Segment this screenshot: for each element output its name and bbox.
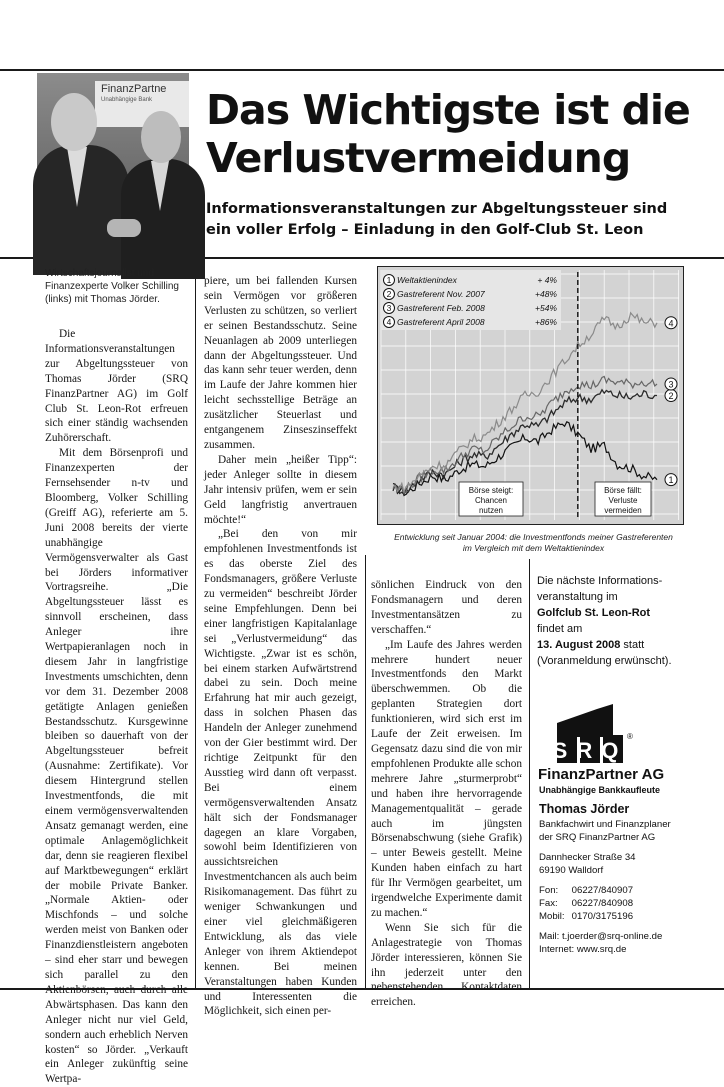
header-photo [37,73,189,259]
series-marker-number-2: 2 [668,390,674,401]
series-marker-number-1: 1 [668,475,674,486]
subheadline-line-2: ein voller Erfolg – Einladung in den Golf-Club St. Leon [206,222,644,238]
logo-registered-mark: ® [627,732,633,741]
legend-number: 4 [386,317,392,328]
annotation-left [459,482,523,516]
article-column-3 [371,578,522,1010]
paragraph: „Bei den von mir empfohlenen Investmentfonds ist es das oberste Ziel des Fondsmanagers, größere Verluste zu vermeiden“ beschreibt Jörder seine Empfehlungen. Denn bei einer langfristigen Kapitalanlage sei „Verlustvermeidung“ das Wichtigste. „Zwar ist es schön, bei einem starken Aufwärtstrend dabei zu sein. Doch meine Erfahrung hat mir auch gezeigt, dass in solchen Phasen das Handeln der Anleger zunehmend von der Gier bestimmt wird. Der richtige Zeitpunkt für den Ausstieg wird dann oft verpasst. Bei einem vermögensverwaltenden Ansatz hält sich der Fondsmanager dagegen an klare Vorgaben, sowohl beim Identifizieren von aussichtsreichen Investmentchancen als auch beim Risikomanagement. Das führt zu weniger Schwankungen und einer viel gleichmäßigeren Entwicklung, als das viele Anleger von ihrem Aktiendepot kennen. Bei meinen Veranstaltungen haben Kunden und Interessenten die Möglichkeit, sich einen per- [204,528,357,1018]
paragraph: piere, um bei fallenden Kursen sein Vermögen vor größeren Verlusten zu schützen, so verliert er seinen Bestandsschutz. Seine Neuanlagen ab 2009 unterliegen dann der Abgeltungssteuer. Und das kann sehr teuer werden, denn im Laufe der Jahre kommen hier leicht sechsstellige Beträge an zusätzlicher Steuerlast und entgangenem Zinseszinseffekt zusammen. [204,275,357,451]
mobil-label: Mobil: [539,911,565,922]
chart-caption-line-1: Entwicklung seit Januar 2004: die Investmentfonds meiner Gastreferenten [394,532,673,542]
subheadline [206,199,706,241]
paragraph: Daher mein „heißer Tipp“: jeder Anleger sollte in diesem Jahr intensiv prüfen, wem er sein Geld langfristig anvertrauen möchte!“ [204,453,357,526]
chart-caption-line-2: im Vergleich mit dem Weltaktienindex [462,543,605,553]
headline-line-2: Verlustvermeidung [206,134,631,182]
company-name: FinanzPartner AG [538,766,665,783]
legend-value: +54% [535,303,557,314]
person-right-head [141,111,181,163]
series-marker-number-4: 4 [668,318,674,329]
srq-logo [553,703,633,765]
infobox-date: 13. August 2008 [537,639,621,651]
annotation-right-line-3: vermeiden [604,506,642,515]
infobox-venue: Golfclub St. Leon-Rot [537,607,651,619]
annotation-left-line-3: nutzen [478,506,504,515]
headline-line-1: Das Wichtigste ist die [206,86,690,134]
legend-label: Gastreferent Feb. 2008 [397,303,485,314]
infobox-line-1: Die nächste Informations- [537,575,663,587]
contact-title-1: Bankfachwirt und Finanzplaner [539,819,671,830]
legend-number: 1 [386,275,392,286]
contact-fax-row [539,897,709,910]
paragraph: Die Informationsveranstaltungen zur Abgeltungssteuer von Thomas Jörder (SRQ FinanzPartner AG) im Golf Club St. Leon-Rot erfreuen sich einer ständig wachsenden Zuhörerschaft. [45,328,188,445]
mail-label: Mail: [539,931,560,942]
paragraph: „Im Laufe des Jahres werden mehrere hundert neuer Investmentfonds den Markt überschwemmen. Ob die geplanten Strategien dort funktionieren, wird sich erst im Laufe der Zeit erweisen. Im Gegensatz dazu sind die von mir empfohlenen Produkte alle schon mehrere Jahre „sturmerprobt“ und haben ihre hervorragende Managementqualität – gerade auch im jüngsten Börsenabschwung (siehe Grafik) – unter Beweis gestellt. Meine Kunden haben einfach zu hart für Ihr Vermögen gearbeitet, um irgendwelche Experimente damit zu machen.“ [371,638,522,919]
logo-letters: SRQ [552,738,628,763]
chart-legend [381,270,561,330]
fax-number: 06227/840908 [571,898,634,909]
legend-value: +86% [535,317,557,328]
contact-city: 69190 Walldorf [539,865,604,876]
mail-link[interactable]: t.joerder@srq-online.de [561,931,663,942]
contact-name: Thomas Jörder [539,802,630,816]
company-tagline: Unabhängige Bankkaufleute [539,785,661,795]
infobox-date-suffix: statt [620,639,645,651]
legend-value: +48% [535,289,557,300]
caption-line-3: (links) mit Thomas Jörder. [45,294,160,305]
fon-number[interactable]: 06227/840907 [571,885,634,896]
fax-label: Fax: [539,898,558,909]
column-divider-2 [365,555,366,988]
top-rule [0,69,724,71]
person-left-head [51,93,97,151]
performance-chart [377,266,690,530]
paragraph: sönlichen Eindruck von den Fondsmanagern und deren Investmentansätzen zu verschaffen.“ [371,579,522,636]
annotation-right-line-1: Börse fällt: [604,486,642,495]
legend-label: Gastreferent Nov. 2007 [397,289,485,300]
fon-label: Fon: [539,885,559,896]
contact-internet-row [539,943,709,956]
contact-fon-row [539,884,709,897]
contact-mobil-row [539,910,709,923]
handshake [107,219,141,237]
mobil-number[interactable]: 0170/3175196 [571,911,634,922]
legend-number: 3 [386,303,392,314]
infobox-line-6: (Voranmeldung erwünscht). [537,655,672,667]
legend-label: Gastreferent April 2008 [397,317,485,328]
legend-number: 2 [386,289,392,300]
internet-link[interactable]: www.srq.de [576,944,627,955]
contact-block [539,801,709,956]
paragraph: Mit dem Börsenprofi und Finanzexperten der Fernsehsender n-tv und Bloomberg, Volker Schilling (Greiff AG), referierte am 5. Juni 2008 bereits der vierte unabhängige Vermögensverwalter als Gast bei Jörders informativer Vortragsreihe. „Die Abgeltungssteuer lässt es sinnvoll erscheinen, dass Anleger ihre Wertpapieranlagen noch in diesem Jahr in langfristige Investments umschichten, denn vor dem 31. Dezember 2008 getätigte Anlagen genießen Bestandsschutz. Kursgewinne bleiben so dauerhaft von der Abgeltungssteuer befreit (Ausnahme: Zertifikate). Vor diesem Hintergrund stellen Investmentfonds, die mit einem vermögensverwaltenden Ansatz gemanagt werden, eine optimale Anlagemöglichkeit dar, denn sie reagieren flexibel auf Marktbewegungen“ erklärt der mobile Private Banker. „Normale Aktien- oder Mischfonds – und solche werden meist von Banken oder Finanzdienstleistern angeboten – sind eher starr und bewegen sich parallel zu den Aktienbörsen, auch durch alle Abwärtsphasen. Das kann den Anleger nicht nur viel Geld, sondern auch erheblich Nerven kosten“ so Jörder. „Verkauft ein Anleger zukünftig seine Wertpa- [45,447,188,1086]
article-column-2 [204,274,357,1019]
column-divider-3 [529,559,530,988]
photo-banner-text: FinanzPartne [101,83,167,95]
annotation-left-line-2: Chancen [474,496,508,505]
legend-value: + 4% [537,275,557,286]
headline [206,86,706,182]
caption-line-2: Finanzexperte Volker Schilling [45,281,179,292]
column-divider-1 [195,259,196,988]
annotation-right-line-2: Verluste [608,496,638,505]
event-infobox [537,573,697,669]
subheadline-line-1: Informationsveranstaltungen zur Abgeltungssteuer sind [206,201,668,217]
infobox-line-4: findet am [537,623,583,635]
article-column-1 [45,327,188,1087]
series-marker-number-3: 3 [668,379,674,390]
contact-street: Dannhecker Straße 34 [539,852,636,863]
caption-line-1: Wirtschaftsjournalist und [45,268,154,279]
infobox-line-2: veranstaltung im [537,591,618,603]
contact-title-2: der SRQ FinanzPartner AG [539,832,656,843]
contact-mail-row [539,930,709,943]
photo-caption [45,267,195,306]
internet-label: Internet: [539,944,575,955]
paragraph: Wenn Sie sich für die Anlagestrategie von Thomas Jörder interessieren, können Sie ihn jederzeit unter den nebenstehenden Kontaktdaten erreichen. [371,921,522,1009]
chart-caption [377,532,690,554]
logo-roof-shape [557,704,613,737]
annotation-left-line-1: Börse steigt: [468,486,514,495]
annotation-right [595,482,651,516]
infobox-date-row [537,637,697,653]
legend-label: Weltaktienindex [397,275,457,286]
photo-banner-subtext: Unabhängige Bank [101,97,153,103]
